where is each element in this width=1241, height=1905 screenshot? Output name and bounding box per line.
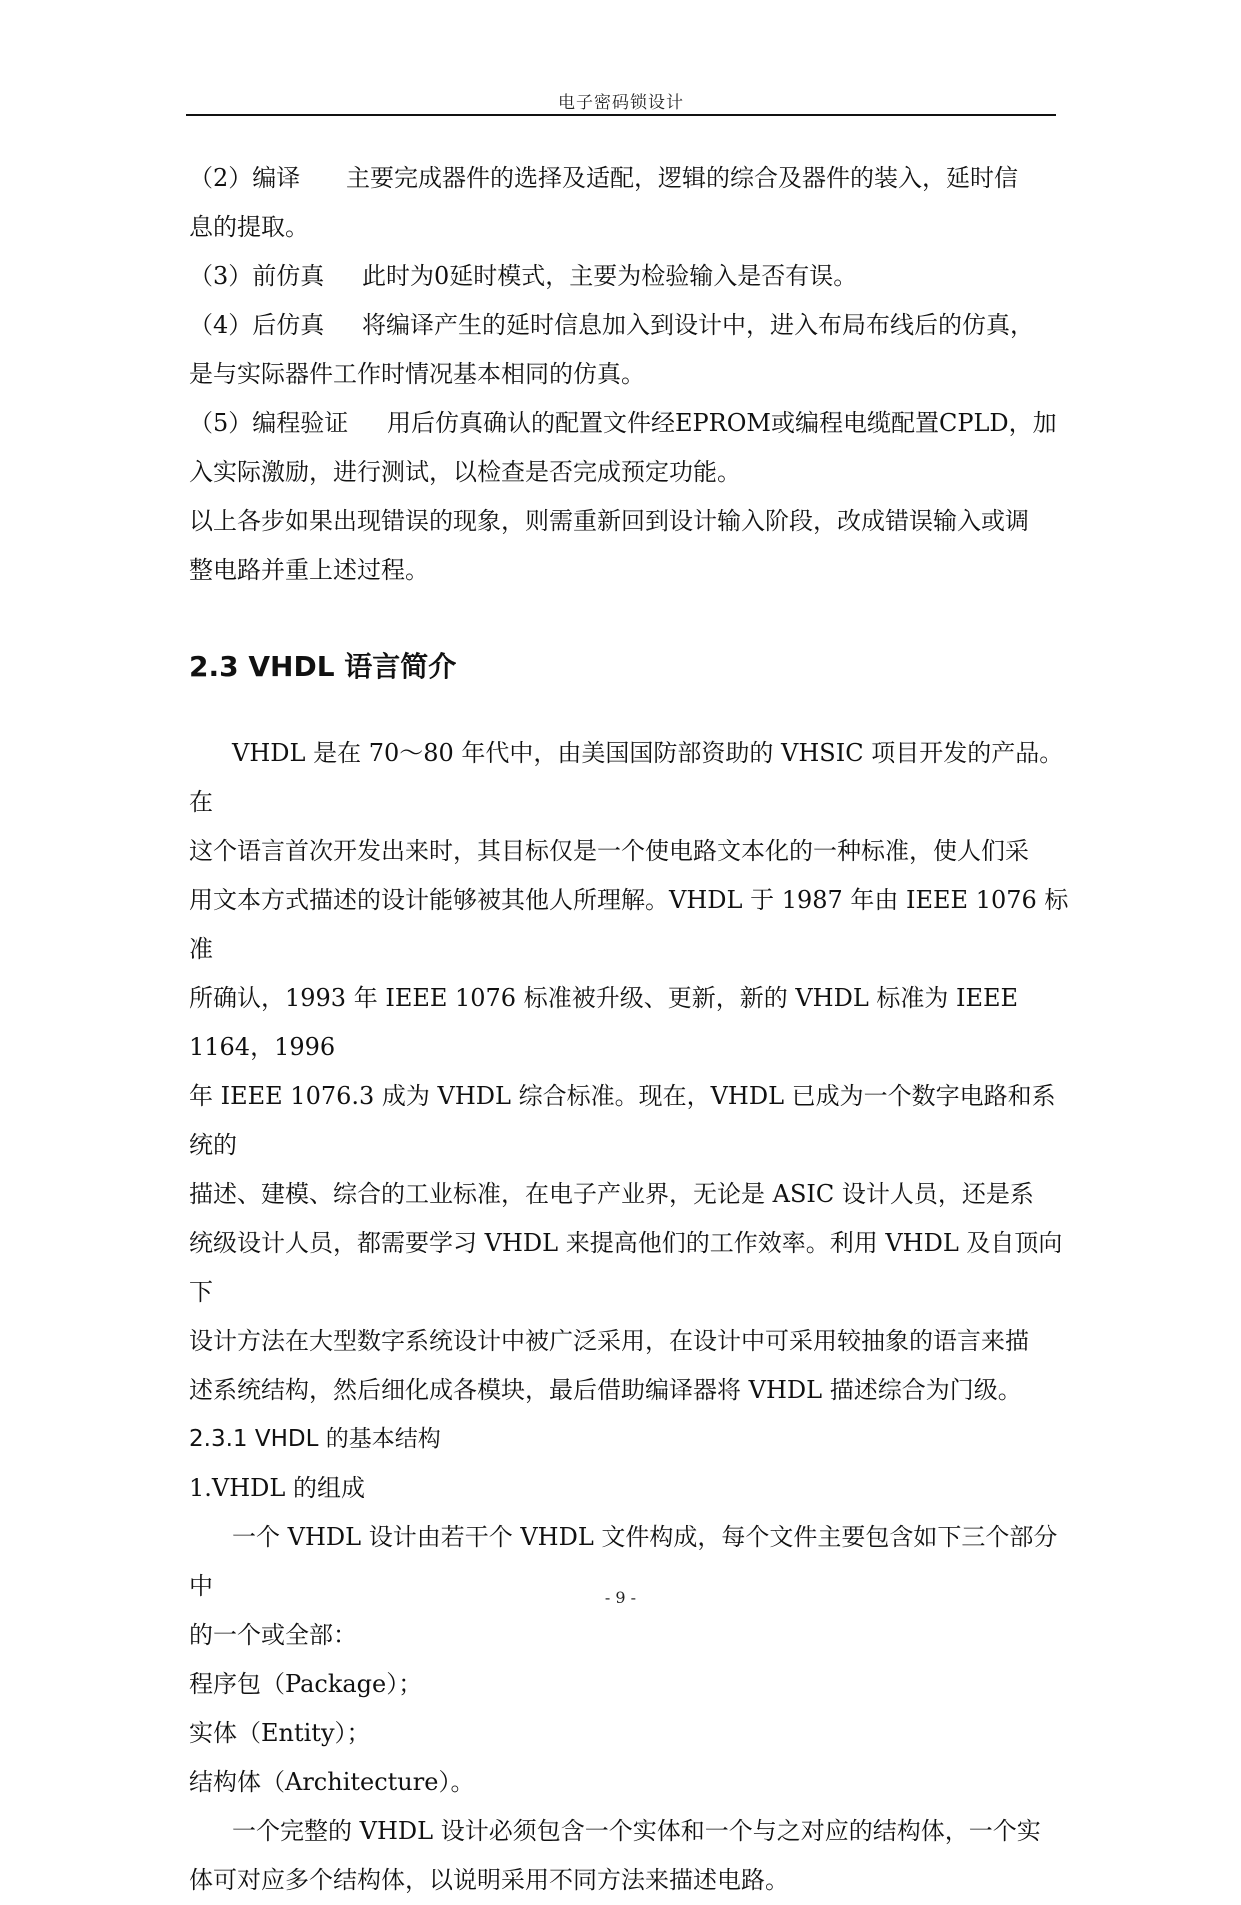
step-compile	[189, 154, 1069, 203]
spacer	[189, 687, 1069, 729]
paragraph-line: 的一个或全部：	[189, 1621, 357, 1649]
step-compile-cont: 息的提取。	[189, 213, 309, 241]
step-label: （4）后仿真	[189, 311, 325, 339]
paragraph-line: 体可对应多个结构体，以说明采用不同方法来描述电路。	[189, 1866, 789, 1894]
summary-line: 以上各步如果出现错误的现象，则需重新回到设计输入阶段，改成错误输入或调	[189, 507, 1029, 535]
step-program-verify-cont: 入实际激励，进行测试，以检查是否完成预定功能。	[189, 458, 741, 486]
intro-line: 这个语言首次开发出来时，其目标仅是一个使电路文本化的一种标准，使人们采	[189, 837, 1029, 865]
page-number: - 9 -	[604, 1588, 637, 1607]
step-text: 用后仿真确认的配置文件经EPROM或编程电缆配置CPLD，加	[387, 409, 1057, 437]
intro-line: 所确认，1993 年 IEEE 1076 标准被升级、更新，新的 VHDL 标准为 IEEE 1164，1996	[189, 984, 1019, 1061]
step-post-sim-cont: 是与实际器件工作时情况基本相同的仿真。	[189, 360, 645, 388]
page-header-title: 电子密码锁设计	[558, 93, 684, 113]
intro-line: 述系统结构，然后细化成各模块，最后借助编译器将 VHDL 描述综合为门级。	[189, 1376, 1022, 1404]
summary-line: 整电路并重上述过程。	[189, 556, 429, 584]
page-content	[189, 154, 1069, 1905]
header-rule	[186, 114, 1056, 116]
spacer	[189, 595, 1069, 647]
intro-line: 设计方法在大型数字系统设计中被广泛采用，在设计中可采用较抽象的语言来描	[189, 1327, 1029, 1355]
intro-line: 年 IEEE 1076.3 成为 VHDL 综合标准。现在，VHDL 已成为一个数字电路和系统的	[189, 1082, 1056, 1159]
step-label: （3）前仿真	[189, 262, 325, 290]
step-label: （2）编译	[189, 164, 301, 192]
step-text: 主要完成器件的选择及适配，逻辑的综合及器件的装入，延时信	[346, 164, 1018, 192]
paragraph-line: 一个完整的 VHDL 设计必须包含一个实体和一个与之对应的结构体，一个实	[232, 1817, 1041, 1845]
paragraph-line: 一个 VHDL 设计由若干个 VHDL 文件构成，每个文件主要包含如下三个部分中	[189, 1523, 1058, 1600]
intro-line: VHDL 是在 70～80 年代中，由美国国防部资助的 VHSIC 项目开发的产品。在	[189, 739, 1064, 816]
intro-line: 用文本方式描述的设计能够被其他人所理解。VHDL 于 1987 年由 IEEE 1076 标准	[189, 886, 1069, 963]
item-heading: 1.VHDL 的组成	[189, 1474, 365, 1502]
section-title: 2.3 VHDL 语言简介	[189, 650, 457, 683]
intro-line: 描述、建模、综合的工业标准，在电子产业界，无论是 ASIC 设计人员，还是系	[189, 1180, 1034, 1208]
step-label: （5）编程验证	[189, 409, 349, 437]
step-text: 将编译产生的延时信息加入到设计中，进入布局布线后的仿真，	[362, 311, 1034, 339]
step-program-verify	[189, 399, 1069, 448]
part-item-architecture: 结构体（Architecture）。	[189, 1768, 475, 1796]
step-text: 此时为0延时模式，主要为检验输入是否有误。	[362, 262, 858, 290]
step-pre-sim	[189, 252, 1069, 301]
subsection-title: 2.3.1 VHDL 的基本结构	[189, 1426, 441, 1452]
intro-line: 统级设计人员，都需要学习 VHDL 来提高他们的工作效率。利用 VHDL 及自顶向下	[189, 1229, 1063, 1306]
step-post-sim	[189, 301, 1069, 350]
part-item-entity: 实体（Entity）；	[189, 1719, 371, 1747]
part-item-package: 程序包（Package）；	[189, 1670, 423, 1698]
